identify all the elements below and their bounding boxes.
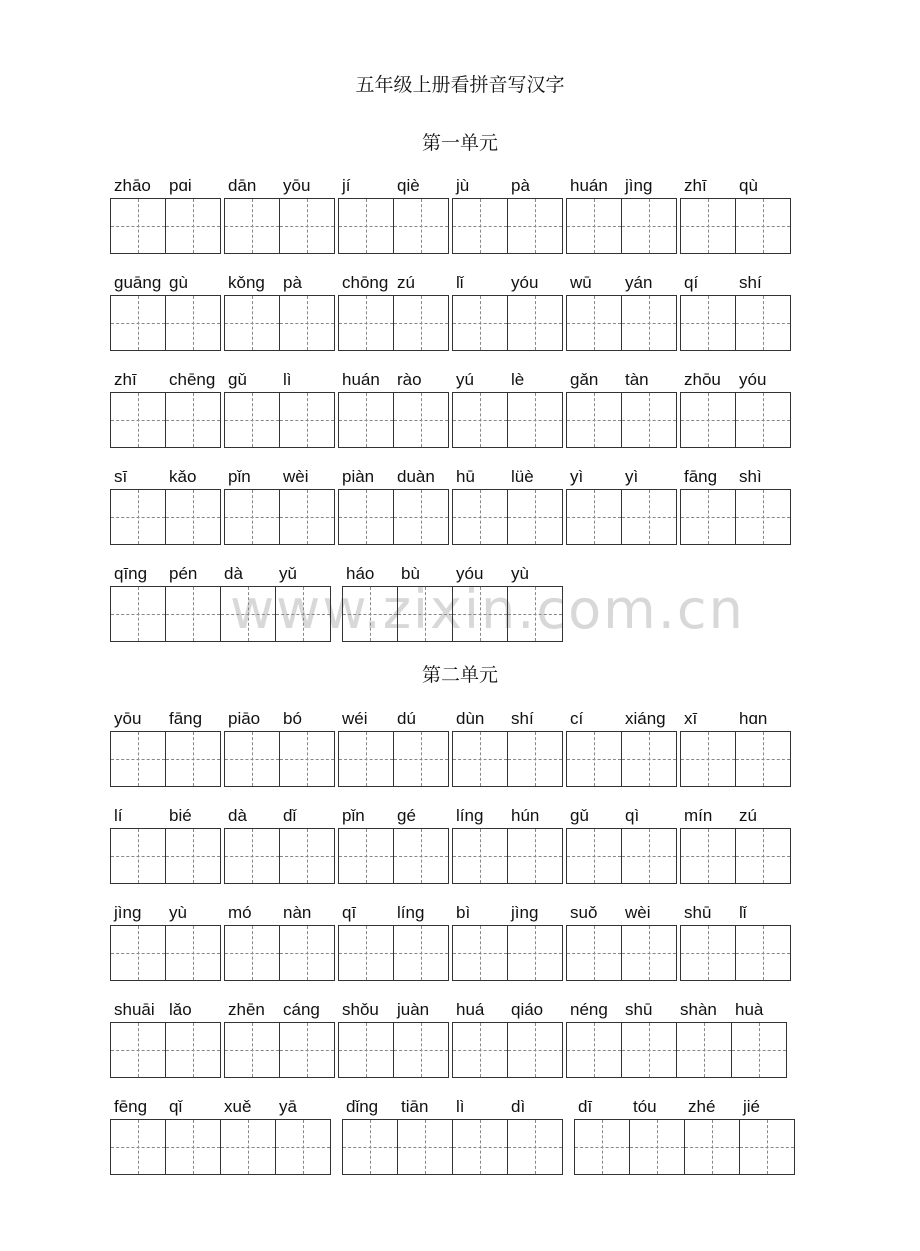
tianzige-cell[interactable] xyxy=(338,1022,394,1078)
pinyin-label: dī xyxy=(578,1097,593,1116)
word-box-group xyxy=(452,295,562,351)
exercise-row xyxy=(0,370,920,450)
tianzige-cell[interactable] xyxy=(397,586,453,642)
tianzige-cell[interactable] xyxy=(165,489,221,545)
word-box-group xyxy=(338,295,448,351)
pinyin-label: hɑn xyxy=(739,709,768,728)
tianzige-cell[interactable] xyxy=(621,489,677,545)
exercise-row xyxy=(0,903,920,983)
pinyin-label: dú xyxy=(397,709,416,728)
word-box-group xyxy=(680,489,790,545)
tianzige-cell[interactable] xyxy=(735,489,791,545)
tianzige-cell[interactable] xyxy=(110,828,166,884)
unit-1-heading: 第一单元 xyxy=(421,132,498,154)
pinyin-label: chōng xyxy=(342,273,389,292)
watermark: www.zixin.com.cn xyxy=(230,578,745,641)
tianzige-cell[interactable] xyxy=(393,489,449,545)
pinyin-label: lǐ xyxy=(739,903,747,922)
pinyin-label: pǐn xyxy=(342,806,365,825)
tianzige-cell[interactable] xyxy=(680,925,736,981)
pinyin-label: háo xyxy=(346,564,375,583)
tianzige-cell[interactable] xyxy=(507,828,563,884)
tianzige-cell[interactable] xyxy=(621,295,677,351)
pinyin-label: yú xyxy=(456,370,474,389)
pinyin-label: zhī xyxy=(684,176,707,195)
word-box-group xyxy=(110,1119,330,1175)
tianzige-cell[interactable] xyxy=(621,828,677,884)
pinyin-label: wéi xyxy=(342,709,368,728)
tianzige-cell[interactable] xyxy=(680,828,736,884)
pinyin-label: qǐ xyxy=(169,1097,183,1116)
pinyin-label: zhōu xyxy=(684,370,721,389)
tianzige-cell[interactable] xyxy=(165,925,221,981)
pinyin-label: yōu xyxy=(114,709,142,728)
exercise-row xyxy=(0,564,920,644)
pinyin-label: bó xyxy=(283,709,302,728)
tianzige-cell[interactable] xyxy=(165,392,221,448)
word-box-group xyxy=(338,392,448,448)
exercise-row xyxy=(0,176,920,256)
tianzige-cell[interactable] xyxy=(680,731,736,787)
word-box-group xyxy=(110,392,220,448)
pinyin-label: sī xyxy=(114,467,128,486)
tianzige-cell[interactable] xyxy=(393,295,449,351)
tianzige-cell[interactable] xyxy=(621,198,677,254)
tianzige-cell[interactable] xyxy=(224,295,280,351)
pinyin-label: lüè xyxy=(511,467,534,486)
word-box-group xyxy=(342,1119,562,1175)
pinyin-label: pà xyxy=(283,273,302,292)
tianzige-cell[interactable] xyxy=(393,731,449,787)
pinyin-label: jìng xyxy=(511,903,539,922)
word-box-group xyxy=(110,586,330,642)
word-box-group xyxy=(224,731,334,787)
tianzige-cell[interactable] xyxy=(566,198,622,254)
tianzige-cell[interactable] xyxy=(452,828,508,884)
tianzige-cell[interactable] xyxy=(393,1022,449,1078)
tianzige-cell[interactable] xyxy=(731,1022,787,1078)
pinyin-label: lè xyxy=(511,370,525,389)
pinyin-label: bié xyxy=(169,806,192,825)
tianzige-cell[interactable] xyxy=(224,828,280,884)
pinyin-label: dùn xyxy=(456,709,485,728)
pinyin-label: zhé xyxy=(688,1097,716,1116)
word-box-group xyxy=(566,925,676,981)
tianzige-cell[interactable] xyxy=(566,1022,622,1078)
tianzige-cell[interactable] xyxy=(338,295,394,351)
pinyin-label: zhī xyxy=(114,370,137,389)
tianzige-cell[interactable] xyxy=(279,828,335,884)
exercise-row xyxy=(0,709,920,789)
word-box-group xyxy=(452,198,562,254)
tianzige-cell[interactable] xyxy=(338,731,394,787)
tianzige-cell[interactable] xyxy=(110,925,166,981)
pinyin-label: tóu xyxy=(633,1097,657,1116)
pinyin-label: wū xyxy=(570,273,592,292)
pinyin-label: qí xyxy=(684,273,699,292)
tianzige-cell[interactable] xyxy=(224,198,280,254)
tianzige-cell[interactable] xyxy=(342,1119,398,1175)
tianzige-cell[interactable] xyxy=(735,198,791,254)
word-box-group xyxy=(452,731,562,787)
pinyin-label: pén xyxy=(169,564,198,583)
exercise-row xyxy=(0,467,920,547)
word-box-group xyxy=(680,198,790,254)
tianzige-cell[interactable] xyxy=(452,925,508,981)
tianzige-cell[interactable] xyxy=(735,392,791,448)
pinyin-label: líng xyxy=(397,903,425,922)
tianzige-cell[interactable] xyxy=(452,731,508,787)
word-box-group xyxy=(452,392,562,448)
tianzige-cell[interactable] xyxy=(110,1022,166,1078)
pinyin-label: dān xyxy=(228,176,257,195)
pinyin-label: shū xyxy=(684,903,712,922)
pinyin-label: suǒ xyxy=(570,903,598,922)
pinyin-label: dǐng xyxy=(346,1097,379,1116)
word-box-group xyxy=(566,828,676,884)
word-box-group xyxy=(338,489,448,545)
pinyin-label: zhāo xyxy=(114,176,151,195)
pinyin-label: lǎo xyxy=(169,1000,192,1019)
pinyin-label: gù xyxy=(169,273,188,292)
tianzige-cell[interactable] xyxy=(279,731,335,787)
word-box-group xyxy=(224,1022,334,1078)
pinyin-label: yōu xyxy=(283,176,311,195)
pinyin-label: zhēn xyxy=(228,1000,265,1019)
tianzige-cell[interactable] xyxy=(566,489,622,545)
tianzige-cell[interactable] xyxy=(507,198,563,254)
word-box-group xyxy=(224,392,334,448)
pinyin-label: dà xyxy=(224,564,243,583)
tianzige-cell[interactable] xyxy=(452,1022,508,1078)
pinyin-label: hún xyxy=(511,806,540,825)
tianzige-cell[interactable] xyxy=(110,586,166,642)
tianzige-cell[interactable] xyxy=(507,489,563,545)
pinyin-label: lǐ xyxy=(456,273,464,292)
word-box-group xyxy=(110,295,220,351)
tianzige-cell[interactable] xyxy=(110,489,166,545)
word-box-group xyxy=(452,925,562,981)
word-box-group xyxy=(110,731,220,787)
word-box-group xyxy=(452,1022,562,1078)
tianzige-cell[interactable] xyxy=(739,1119,795,1175)
word-box-group xyxy=(452,828,562,884)
pinyin-label: jù xyxy=(456,176,470,195)
word-box-group xyxy=(224,828,334,884)
tianzige-cell[interactable] xyxy=(621,1022,677,1078)
word-box-group xyxy=(110,198,220,254)
pinyin-label: mó xyxy=(228,903,252,922)
pinyin-label: shuāi xyxy=(114,1000,155,1019)
pinyin-label: nàn xyxy=(283,903,312,922)
tianzige-cell[interactable] xyxy=(507,392,563,448)
tianzige-cell[interactable] xyxy=(224,489,280,545)
pinyin-label: rào xyxy=(397,370,422,389)
pinyin-label: gǔ xyxy=(570,806,589,825)
pinyin-label: yán xyxy=(625,273,653,292)
tianzige-cell[interactable] xyxy=(507,586,563,642)
tianzige-cell[interactable] xyxy=(680,489,736,545)
tianzige-cell[interactable] xyxy=(338,828,394,884)
tianzige-cell[interactable] xyxy=(629,1119,685,1175)
tianzige-cell[interactable] xyxy=(566,731,622,787)
pinyin-label: shū xyxy=(625,1000,653,1019)
word-box-group xyxy=(566,1022,786,1078)
pinyin-label: qī xyxy=(342,903,357,922)
word-box-group xyxy=(680,828,790,884)
tianzige-cell[interactable] xyxy=(338,198,394,254)
tianzige-cell[interactable] xyxy=(342,586,398,642)
pinyin-label: qīng xyxy=(114,564,148,583)
word-box-group xyxy=(338,1022,448,1078)
tianzige-cell[interactable] xyxy=(680,392,736,448)
tianzige-cell[interactable] xyxy=(566,295,622,351)
pinyin-label: chēng xyxy=(169,370,216,389)
tianzige-cell[interactable] xyxy=(452,586,508,642)
tianzige-cell[interactable] xyxy=(507,1022,563,1078)
tianzige-cell[interactable] xyxy=(507,731,563,787)
pinyin-label: yù xyxy=(169,903,187,922)
word-box-group xyxy=(574,1119,794,1175)
pinyin-label: wèi xyxy=(283,467,309,486)
pinyin-label: kǎo xyxy=(169,467,197,486)
tianzige-cell[interactable] xyxy=(110,392,166,448)
pinyin-label: cáng xyxy=(283,1000,320,1019)
tianzige-cell[interactable] xyxy=(110,731,166,787)
pinyin-label: qì xyxy=(625,806,640,825)
pinyin-label: yóu xyxy=(739,370,767,389)
tianzige-cell[interactable] xyxy=(224,1022,280,1078)
tianzige-cell[interactable] xyxy=(338,925,394,981)
pinyin-label: zú xyxy=(397,273,415,292)
tianzige-cell[interactable] xyxy=(110,295,166,351)
tianzige-cell[interactable] xyxy=(279,1022,335,1078)
tianzige-cell[interactable] xyxy=(735,828,791,884)
word-box-group xyxy=(452,489,562,545)
tianzige-cell[interactable] xyxy=(275,1119,331,1175)
tianzige-cell[interactable] xyxy=(110,1119,166,1175)
tianzige-cell[interactable] xyxy=(680,295,736,351)
tianzige-cell[interactable] xyxy=(110,198,166,254)
pinyin-label: yā xyxy=(279,1097,297,1116)
tianzige-cell[interactable] xyxy=(397,1119,453,1175)
tianzige-cell[interactable] xyxy=(676,1022,732,1078)
tianzige-cell[interactable] xyxy=(165,731,221,787)
exercise-row xyxy=(0,273,920,353)
pinyin-label: pà xyxy=(511,176,530,195)
tianzige-cell[interactable] xyxy=(224,731,280,787)
pinyin-label: líng xyxy=(456,806,484,825)
tianzige-cell[interactable] xyxy=(165,1119,221,1175)
pinyin-label: néng xyxy=(570,1000,608,1019)
pinyin-label: shàn xyxy=(680,1000,717,1019)
pinyin-label: hū xyxy=(456,467,475,486)
word-box-group xyxy=(224,489,334,545)
pinyin-label: zú xyxy=(739,806,757,825)
pinyin-label: bù xyxy=(401,564,420,583)
tianzige-cell[interactable] xyxy=(621,731,677,787)
exercise-row xyxy=(0,806,920,886)
word-box-group xyxy=(680,731,790,787)
pinyin-label: shǒu xyxy=(342,1000,379,1019)
tianzige-cell[interactable] xyxy=(393,198,449,254)
exercise-row xyxy=(0,1097,920,1177)
tianzige-cell[interactable] xyxy=(165,586,221,642)
exercise-row xyxy=(0,1000,920,1080)
tianzige-cell[interactable] xyxy=(507,1119,563,1175)
pinyin-label: huà xyxy=(735,1000,764,1019)
tianzige-cell[interactable] xyxy=(393,828,449,884)
pinyin-label: piāo xyxy=(228,709,261,728)
tianzige-cell[interactable] xyxy=(452,295,508,351)
tianzige-cell[interactable] xyxy=(393,392,449,448)
tianzige-cell[interactable] xyxy=(338,392,394,448)
word-box-group xyxy=(566,392,676,448)
pinyin-label: qù xyxy=(739,176,758,195)
tianzige-cell[interactable] xyxy=(224,925,280,981)
pinyin-label: xī xyxy=(684,709,698,728)
pinyin-label: yǔ xyxy=(279,564,297,583)
word-box-group xyxy=(224,295,334,351)
pinyin-label: piàn xyxy=(342,467,375,486)
pinyin-label: lì xyxy=(456,1097,465,1116)
tianzige-cell[interactable] xyxy=(452,392,508,448)
pinyin-label: yóu xyxy=(511,273,539,292)
tianzige-cell[interactable] xyxy=(452,489,508,545)
pinyin-label: jìng xyxy=(625,176,653,195)
tianzige-cell[interactable] xyxy=(393,925,449,981)
pinyin-label: pɑi xyxy=(169,176,192,195)
word-box-group xyxy=(110,1022,220,1078)
pinyin-label: dì xyxy=(511,1097,526,1116)
pinyin-label: dà xyxy=(228,806,247,825)
pinyin-label: qiè xyxy=(397,176,420,195)
pinyin-label: huán xyxy=(342,370,380,389)
pinyin-label: gǎn xyxy=(570,370,599,389)
word-box-group xyxy=(338,925,448,981)
pinyin-label: huá xyxy=(456,1000,485,1019)
tianzige-cell[interactable] xyxy=(279,392,335,448)
tianzige-cell[interactable] xyxy=(279,925,335,981)
pinyin-label: gé xyxy=(397,806,416,825)
tianzige-cell[interactable] xyxy=(684,1119,740,1175)
pinyin-label: juàn xyxy=(397,1000,430,1019)
pinyin-label: guāng xyxy=(114,273,162,292)
pinyin-label: gǔ xyxy=(228,370,247,389)
pinyin-label: bì xyxy=(456,903,471,922)
pinyin-label: fāng xyxy=(169,709,203,728)
pinyin-label: pǐn xyxy=(228,467,251,486)
tianzige-cell[interactable] xyxy=(621,392,677,448)
word-box-group xyxy=(566,295,676,351)
word-box-group xyxy=(338,731,448,787)
pinyin-label: tàn xyxy=(625,370,649,389)
pinyin-label: yì xyxy=(570,467,584,486)
word-box-group xyxy=(224,198,334,254)
pinyin-label: fēng xyxy=(114,1097,148,1116)
tianzige-cell[interactable] xyxy=(566,392,622,448)
tianzige-cell[interactable] xyxy=(507,925,563,981)
pinyin-label: dǐ xyxy=(283,806,297,825)
page-title: 五年级上册看拼音写汉字 xyxy=(355,74,565,96)
pinyin-label: jìng xyxy=(114,903,142,922)
word-box-group xyxy=(680,925,790,981)
tianzige-cell[interactable] xyxy=(165,198,221,254)
tianzige-cell[interactable] xyxy=(279,295,335,351)
word-box-group xyxy=(110,828,220,884)
pinyin-label: shí xyxy=(739,273,762,292)
pinyin-label: lì xyxy=(283,370,292,389)
pinyin-label: jí xyxy=(342,176,351,195)
tianzige-cell[interactable] xyxy=(680,198,736,254)
pinyin-label: tiān xyxy=(401,1097,429,1116)
pinyin-label: qiáo xyxy=(511,1000,544,1019)
tianzige-cell[interactable] xyxy=(452,198,508,254)
pinyin-label: fāng xyxy=(684,467,718,486)
word-box-group xyxy=(680,392,790,448)
pinyin-label: kǒng xyxy=(228,273,265,292)
tianzige-cell[interactable] xyxy=(275,586,331,642)
pinyin-label: cí xyxy=(570,709,584,728)
tianzige-cell[interactable] xyxy=(621,925,677,981)
tianzige-cell[interactable] xyxy=(452,1119,508,1175)
word-box-group xyxy=(566,489,676,545)
tianzige-cell[interactable] xyxy=(507,295,563,351)
pinyin-label: xuě xyxy=(224,1097,252,1116)
tianzige-cell[interactable] xyxy=(279,489,335,545)
tianzige-cell[interactable] xyxy=(735,295,791,351)
word-box-group xyxy=(680,295,790,351)
word-box-group xyxy=(224,925,334,981)
pinyin-label: duàn xyxy=(397,467,435,486)
word-box-group xyxy=(338,828,448,884)
pinyin-label: wèi xyxy=(625,903,651,922)
word-box-group xyxy=(338,198,448,254)
word-box-group xyxy=(110,489,220,545)
pinyin-label: xiáng xyxy=(625,709,666,728)
pinyin-label: lí xyxy=(114,806,123,825)
pinyin-label: yù xyxy=(511,564,529,583)
tianzige-cell[interactable] xyxy=(220,586,276,642)
pinyin-label: shí xyxy=(511,709,534,728)
word-box-group xyxy=(342,586,562,642)
pinyin-label: mín xyxy=(684,806,713,825)
tianzige-cell[interactable] xyxy=(165,295,221,351)
tianzige-cell[interactable] xyxy=(338,489,394,545)
pinyin-label: jié xyxy=(743,1097,761,1116)
tianzige-cell[interactable] xyxy=(220,1119,276,1175)
tianzige-cell[interactable] xyxy=(574,1119,630,1175)
tianzige-cell[interactable] xyxy=(735,925,791,981)
pinyin-label: yóu xyxy=(456,564,484,583)
tianzige-cell[interactable] xyxy=(566,925,622,981)
tianzige-cell[interactable] xyxy=(735,731,791,787)
tianzige-cell[interactable] xyxy=(279,198,335,254)
word-box-group xyxy=(110,925,220,981)
tianzige-cell[interactable] xyxy=(224,392,280,448)
word-box-group xyxy=(566,731,676,787)
unit-2-heading: 第二单元 xyxy=(421,664,498,686)
tianzige-cell[interactable] xyxy=(165,828,221,884)
pinyin-label: shì xyxy=(739,467,762,486)
pinyin-label: huán xyxy=(570,176,608,195)
tianzige-cell[interactable] xyxy=(566,828,622,884)
word-box-group xyxy=(566,198,676,254)
pinyin-label: yì xyxy=(625,467,639,486)
tianzige-cell[interactable] xyxy=(165,1022,221,1078)
